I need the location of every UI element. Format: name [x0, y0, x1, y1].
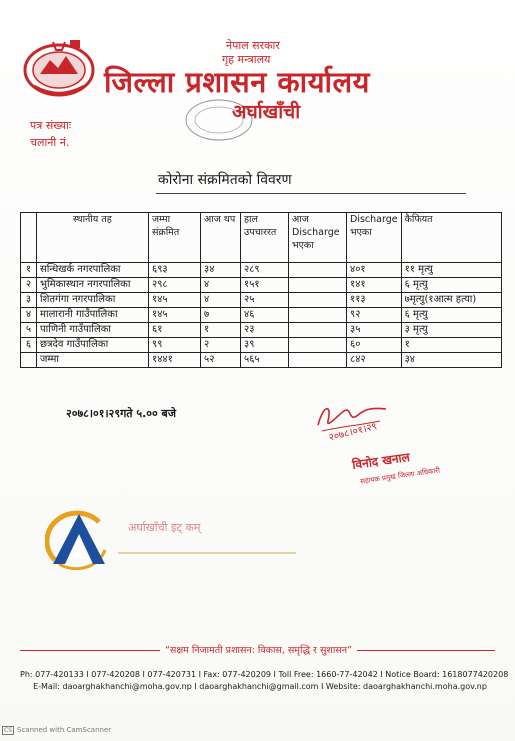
cell-active: ५६५ — [241, 353, 289, 368]
header-local-level: स्थानीय तह — [37, 213, 149, 263]
logo-caption: अर्घाखाँची इट् कम् — [128, 521, 201, 534]
logo-underline — [118, 552, 296, 554]
table-row — [21, 338, 502, 353]
cell-total: २९८ — [149, 278, 201, 293]
cell-serial: २ — [21, 278, 37, 293]
header-under-treatment: हाल उपचाररत — [241, 213, 289, 263]
cell-remarks: ११ मृत्यु — [401, 263, 501, 278]
header-total-infected: जम्मा संक्रमित — [149, 213, 201, 263]
table-row — [21, 293, 502, 308]
cell-total: १४५ — [149, 308, 201, 323]
cell-active: २५ — [241, 293, 289, 308]
footer-slogan: “सक्षम निजामती प्रशासन: विकास, समृद्धि र सुशासन” — [160, 643, 357, 656]
cell-today: ७ — [201, 308, 241, 323]
reference-number-label: पत्र संख्याः — [30, 119, 72, 132]
cell-discharged: ३५ — [347, 323, 402, 338]
cell-today: २ — [201, 338, 241, 353]
table-row — [21, 308, 502, 323]
covid-cases-table — [20, 212, 502, 368]
cell-remarks: ६ मृत्यु — [401, 278, 501, 293]
cell-discharged: ९२ — [347, 308, 402, 323]
ministry-name: गृह मन्त्रालय — [222, 53, 271, 66]
cell-discharged: ६० — [347, 338, 402, 353]
header-discharged: Discharge भएका — [347, 213, 402, 263]
header-today-added: आज थप — [201, 213, 241, 263]
office-seal-stamp-icon — [183, 97, 255, 143]
scanner-text: Scanned with CamScanner — [17, 726, 112, 734]
scanner-watermark — [2, 726, 111, 735]
cell-active: १५१ — [241, 278, 289, 293]
signature-date: २०७८।०१।२९ — [327, 421, 379, 444]
cell-total: १४५ — [149, 293, 201, 308]
cell-remarks: ७मृत्यु(१आत्म हत्या) — [401, 293, 501, 308]
cell-discharged-today — [289, 353, 347, 368]
header-today-discharged: आज Discharge भएका — [289, 213, 347, 263]
cell-total: ६९३ — [149, 263, 201, 278]
cell-today: १ — [201, 323, 241, 338]
report-date-time: २०७८।०१।२९गते ५.०० बजे — [66, 407, 177, 420]
document-title: कोरोना संक्रमितको विवरण — [158, 172, 292, 188]
cell-local-level: छत्रदेव गाउँपालिका — [37, 338, 149, 353]
cell-today: ४ — [201, 293, 241, 308]
cell-serial: १ — [21, 263, 37, 278]
cell-total: १४४१ — [149, 353, 201, 368]
cell-active: ४६ — [241, 308, 289, 323]
officer-name: विनोद खनाल — [351, 450, 411, 472]
cell-discharged-today — [289, 293, 347, 308]
header-remarks: कैफियत — [401, 213, 501, 263]
camscanner-badge-icon: CS — [4, 727, 12, 734]
cell-serial: ३ — [21, 293, 37, 308]
table-row — [21, 323, 502, 338]
cell-local-level: पाणिनी गाउँपालिका — [37, 323, 149, 338]
cell-today: ४ — [201, 278, 241, 293]
cell-serial — [21, 353, 37, 368]
cell-local-level: सन्धिखर्क नगरपालिका — [37, 263, 149, 278]
cell-active: २३ — [241, 323, 289, 338]
cell-today: ३४ — [201, 263, 241, 278]
cell-local-level: मालारानी गाउँपालिका — [37, 308, 149, 323]
table-row — [21, 263, 502, 278]
cell-local-level: भुमिकास्थान नगरपालिका — [37, 278, 149, 293]
cell-remarks: ३ मृत्यु — [401, 323, 501, 338]
cell-total: ९९ — [149, 338, 201, 353]
government-name: नेपाल सरकार — [226, 39, 280, 52]
contact-email-line: E-Mail: daoarghakhanchi@moha.gov.np I daoarghakhanchi@gmail.com I Website: daoarghakhanchi.moha.gov.np — [33, 682, 487, 691]
cell-discharged: ११३ — [347, 293, 402, 308]
dispatch-number-label: चलानी नं. — [30, 136, 70, 149]
officer-title: सहायक प्रमुख जिल्ला अधिकारी — [359, 466, 441, 486]
cell-remarks: १ — [401, 338, 501, 353]
cell-active: २८९ — [241, 263, 289, 278]
cell-discharged: ४०१ — [347, 263, 402, 278]
table-row — [21, 278, 502, 293]
office-district: अर्घाखाँची — [232, 101, 301, 123]
cell-total-label: जम्मा — [37, 353, 149, 368]
table-header-row — [21, 213, 502, 263]
contact-phone-line: Ph: 077-420133 I 077-420208 I 077-420731 I Fax: 077-420209 I Toll Free: 1660-77-42042 I Notice Board: 1618077420208 — [20, 670, 509, 679]
cell-discharged: १४१ — [347, 278, 402, 293]
nepal-emblem-icon — [20, 36, 98, 98]
header-serial — [21, 213, 37, 263]
cell-discharged-today — [289, 323, 347, 338]
cell-discharged-today — [289, 338, 347, 353]
cell-total: ६१ — [149, 323, 201, 338]
cell-local-level: शितगंगा नगरपालिका — [37, 293, 149, 308]
cell-active: ३९ — [241, 338, 289, 353]
cell-serial: ४ — [21, 308, 37, 323]
cell-discharged-today — [289, 263, 347, 278]
table-total-row — [21, 353, 502, 368]
cell-today: ५२ — [201, 353, 241, 368]
cell-remarks: ६ मृत्यु — [401, 308, 501, 323]
cell-discharged: ८४२ — [347, 353, 402, 368]
office-title: जिल्ला प्रशासन कार्यालय — [104, 65, 371, 99]
cell-serial: ६ — [21, 338, 37, 353]
cell-discharged-today — [289, 308, 347, 323]
cell-discharged-today — [289, 278, 347, 293]
title-underline — [156, 193, 466, 194]
cell-remarks: ३४ — [401, 353, 501, 368]
arghakhanchi-logo-icon — [45, 508, 113, 570]
cell-serial: ५ — [21, 323, 37, 338]
